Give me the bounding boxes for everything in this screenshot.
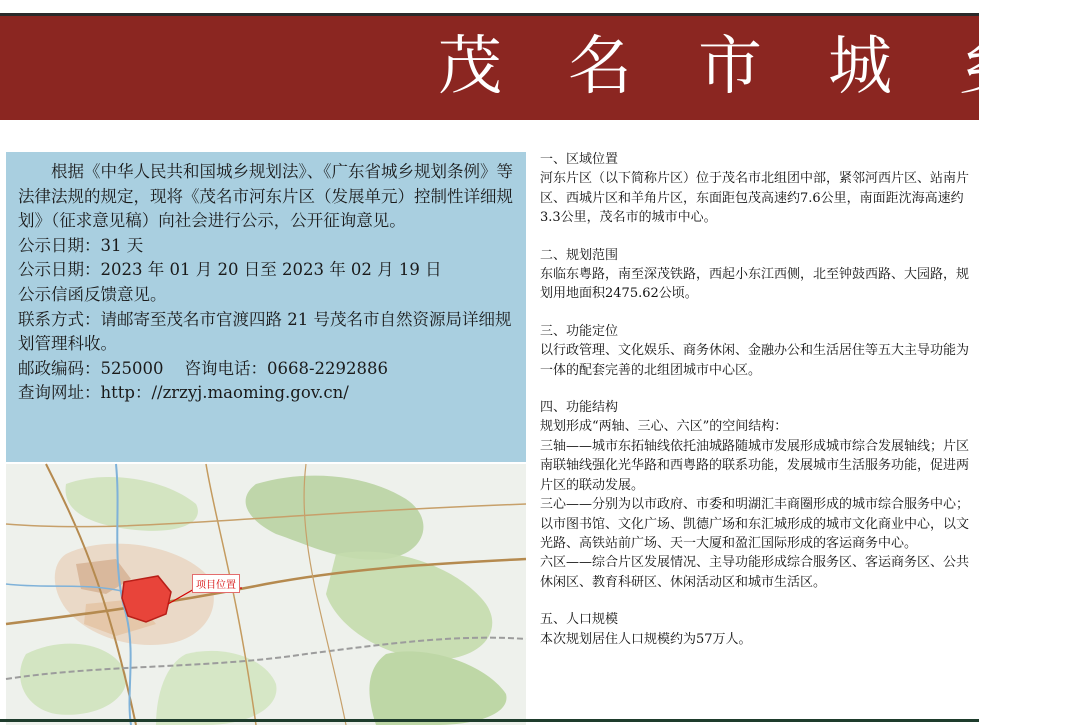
section-paragraph: 六区——综合片区发展情况、主导功能形成综合服务区、客运商务区、公共休闲区、教育科研区、休闲活动区和城市生活区。: [540, 555, 970, 590]
notice-contact: 联系方式：请邮寄至茂名市官渡四路 21 号茂名市自然资源局详细规划管理科收。: [18, 309, 512, 354]
section-scope: [540, 246, 972, 304]
page-title: 茂名市城乡: [438, 30, 1088, 104]
section-heading: 一、区域位置: [540, 152, 619, 167]
plan-content: [540, 150, 972, 667]
section-positioning: [540, 322, 972, 380]
section-heading: 五、人口规模: [540, 612, 619, 628]
section-paragraph: 东临东粤路，南至深茂铁路，西起小东江西侧，北至钟鼓西路、大园路，规划用地面积2475.62公顷。: [540, 267, 970, 302]
project-location-label: 项目位置: [192, 574, 240, 593]
section-paragraph: 以行政管理、文化娱乐、商务休闲、金融办公和生活居住等五大主导功能为一体的配套完善的北组团城市中心区。: [540, 343, 970, 378]
location-map: [6, 464, 526, 725]
notice-period: 公示日期：31 天: [18, 235, 144, 255]
section-paragraph: 三轴——城市东拓轴线依托油城路随城市发展形成城市综合发展轴线；片区南联轴线强化光华路和西粤路的联系功能，发展城市生活服务功能，促进两片区的联动发展。: [540, 438, 970, 493]
section-paragraph: 本次规划居住人口规模约为57万人。: [540, 631, 752, 647]
section-paragraph: 河东片区（以下简称片区）位于茂名市北组团中部，紧邻河西片区、站南片区、西城片区和羊角片区，东面距包茂高速约7.6公里，南面距沈海高速约3.3公里，茂名市的城市中心。: [540, 171, 970, 226]
notice-dates: 公示日期：2023 年 01 月 20 日至 2023 年 02 月 19 日: [18, 260, 442, 280]
section-paragraph: 规划形成“两轴、三心、六区”的空间结构：: [540, 419, 788, 435]
notice-intro: 根据《中华人民共和国城乡规划法》、《广东省城乡规划条例》等法律法规的规定，现将《茂名市河东片区（发展单元）控制性详细规划》（征求意见稿）向社会进行公示，公开征询意见。: [18, 162, 513, 231]
title-banner: [0, 16, 1088, 120]
section-location: [540, 150, 972, 228]
section-heading: 二、规划范围: [540, 247, 619, 263]
section-structure: [540, 398, 972, 592]
notice-website[interactable]: 查询网址：http：//zrzyj.maoming.gov.cn/: [18, 383, 349, 403]
top-border: [0, 0, 979, 14]
bottom-border: [0, 719, 979, 722]
notice-postal: 邮政编码：525000 咨询电话：0668-2292886: [18, 358, 389, 378]
section-heading: 三、功能定位: [540, 323, 619, 339]
notice-feedback: 公示信函反馈意见。: [18, 284, 167, 304]
notice-box: [6, 152, 526, 462]
map-graphic: [6, 464, 526, 725]
section-heading: 四、功能结构: [540, 400, 619, 416]
section-population: [540, 610, 972, 649]
section-paragraph: 三心——分别为以市政府、市委和明湖汇丰商圈形成的城市综合服务中心；以市图书馆、文化广场、凯德广场和东汇城形成的城市文化商业中心，以文光路、高铁站前广场、天一大厦和盈汇国际形成的客运商务中心。: [540, 497, 970, 551]
